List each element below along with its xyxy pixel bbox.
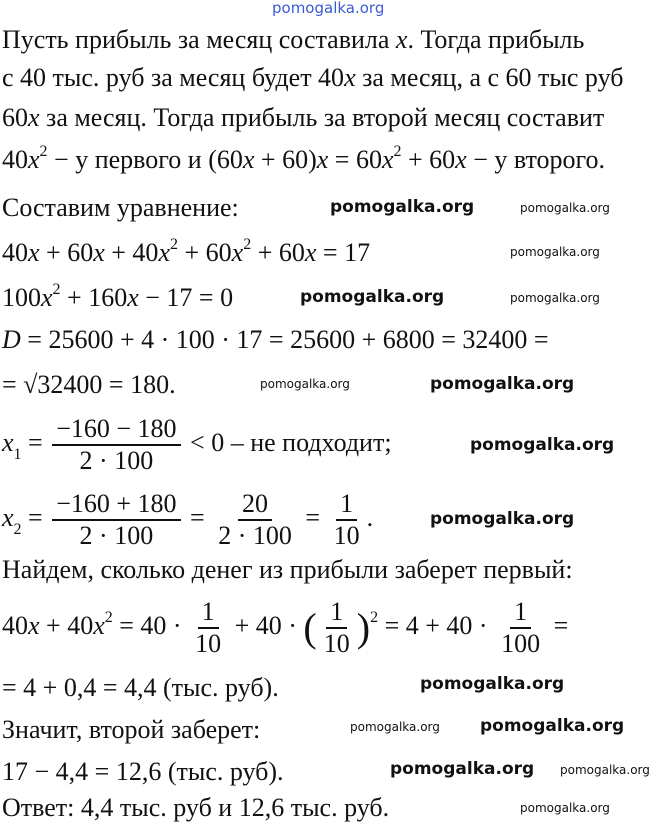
text-segment: + 60	[251, 238, 305, 267]
fraction	[214, 489, 296, 551]
solution-line	[2, 757, 284, 787]
math-variable: x	[93, 610, 105, 640]
text-segment: 40	[2, 610, 28, 640]
exponent: 2	[370, 608, 379, 626]
math-variable: x	[344, 63, 356, 92]
fraction	[320, 597, 354, 659]
text-segment: = √32400 = 180.	[2, 370, 176, 399]
text-segment: Значит, второй заберет:	[2, 715, 261, 744]
numerator: 20	[238, 489, 272, 521]
text-segment: = 25600 + 4 · 100 · 17 = 25600 + 6800 = 32400 =	[20, 325, 549, 354]
numerator: −160 − 180	[52, 414, 180, 446]
fraction	[52, 489, 180, 551]
numerator: 1	[326, 597, 347, 629]
watermark: pomogalka.org	[520, 201, 610, 215]
text-segment: 40	[2, 145, 28, 174]
solution-line	[2, 597, 568, 659]
text-segment: + 40	[39, 610, 94, 640]
math-variable: x	[395, 25, 408, 54]
solution-line	[2, 193, 239, 223]
math-variable: x	[455, 145, 467, 174]
text-segment: = 60	[328, 145, 382, 174]
denominator: 2 · 100	[79, 521, 154, 550]
exponent: 2	[243, 236, 252, 253]
numerator: −160 + 180	[52, 489, 180, 521]
watermark: pomogalka.org	[390, 759, 535, 779]
text-segment: .	[366, 502, 374, 532]
watermark: pomogalka.org	[260, 377, 350, 391]
text-segment: + 60	[177, 238, 232, 267]
exponent: 2	[52, 281, 61, 298]
solution-line	[2, 673, 279, 703]
text-segment: − 17 = 0	[138, 283, 234, 312]
parenthesis: (	[303, 605, 317, 650]
solution-line	[2, 103, 604, 133]
fraction	[330, 489, 364, 551]
text-segment: 100	[2, 283, 41, 312]
watermark: pomogalka.org	[330, 197, 475, 217]
solution-line	[2, 25, 584, 55]
solution-line	[2, 414, 392, 476]
exponent: 2	[169, 236, 178, 253]
watermark: pomogalka.org	[520, 801, 610, 815]
numerator: 1	[336, 489, 357, 521]
text-segment: + 60	[39, 238, 94, 267]
text-segment: =	[298, 502, 327, 532]
watermark: pomogalka.org	[350, 720, 440, 734]
text-segment: =	[21, 502, 50, 532]
denominator: 10	[333, 521, 360, 550]
text-segment: Составим уравнение:	[2, 193, 239, 222]
watermark: pomogalka.org	[430, 509, 575, 529]
numerator: 1	[510, 597, 531, 629]
text-segment: = 4 + 40 ·	[378, 610, 495, 640]
text-segment: = 17	[316, 238, 371, 267]
text-segment: =	[21, 427, 50, 457]
text-segment: . Тогда прибыль	[407, 25, 585, 54]
math-variable: x	[316, 145, 329, 174]
exponent: 2	[393, 143, 402, 160]
text-segment: Пусть прибыль за месяц составила	[2, 25, 396, 54]
math-variable: x	[304, 238, 317, 267]
denominator: 2 · 100	[79, 446, 154, 475]
text-segment: + 40	[104, 238, 159, 267]
subscript: 2	[13, 520, 22, 538]
solution-line	[2, 283, 233, 313]
math-variable: x	[127, 283, 139, 312]
solution-line	[2, 63, 623, 93]
watermark: pomogalka.org	[560, 763, 650, 777]
numerator: 1	[198, 597, 219, 629]
subscript: 1	[13, 445, 22, 463]
math-variable: x	[28, 238, 40, 267]
parenthesis: )	[356, 605, 371, 650]
watermark: pomogalka.org	[510, 245, 600, 259]
watermark: pomogalka.org	[420, 674, 565, 694]
text-segment: = 40 ·	[112, 610, 189, 640]
math-variable: x	[242, 145, 255, 174]
text-segment: с 40 тыс. руб за месяц будет 40	[2, 63, 345, 92]
text-segment: < 0 – не подходит;	[183, 427, 392, 457]
text-segment: =	[183, 502, 212, 532]
text-segment: 17 − 4,4 = 12,6 (тыс. руб).	[2, 757, 284, 786]
denominator: 10	[195, 629, 222, 658]
text-segment: Ответ: 4,4 тыс. руб и 12,6 тыс. руб.	[2, 793, 390, 822]
fraction	[191, 597, 225, 659]
solution-line	[2, 489, 373, 551]
denominator: 10	[323, 629, 350, 658]
watermark: pomogalka.org	[480, 716, 625, 736]
text-segment: + 60	[401, 145, 456, 174]
solution-line	[2, 793, 389, 823]
math-variable: x	[28, 145, 40, 174]
exponent: 2	[104, 608, 113, 626]
text-segment: за месяц, а с 60 тыс руб	[355, 63, 624, 92]
math-variable: x	[28, 610, 40, 640]
text-segment: Найдем, сколько денег из прибыли заберет первый:	[2, 555, 573, 584]
denominator: 2 · 100	[218, 521, 292, 550]
math-variable: x	[2, 502, 14, 532]
math-variable: D	[2, 325, 21, 354]
watermark: pomogalka.org	[300, 287, 445, 307]
fraction	[497, 597, 544, 659]
text-segment: + 60)	[254, 145, 317, 174]
text-segment: =	[547, 610, 569, 640]
solution-line	[2, 370, 176, 400]
solution-line	[2, 555, 573, 585]
solution-line	[2, 145, 605, 175]
solution-line	[2, 238, 370, 268]
watermark: pomogalka.org	[510, 291, 600, 305]
math-variable: x	[93, 238, 105, 267]
math-variable: x	[158, 238, 170, 267]
text-segment: 60	[2, 103, 28, 132]
math-variable: x	[231, 238, 244, 267]
exponent: 2	[39, 143, 48, 160]
text-segment: − у первого и (60	[47, 145, 243, 174]
math-variable: x	[41, 283, 53, 312]
text-segment: − у второго.	[466, 145, 606, 174]
text-segment: = 4 + 0,4 = 4,4 (тыс. руб).	[2, 673, 279, 702]
fraction	[52, 414, 180, 476]
watermark: pomogalka.org	[470, 435, 615, 455]
solution-line	[2, 715, 260, 745]
denominator: 100	[501, 629, 541, 658]
text-segment: 40	[2, 238, 28, 267]
text-segment: за месяц. Тогда прибыль за второй месяц составит	[39, 103, 605, 132]
watermark: pomogalka.org	[430, 374, 575, 394]
math-variable: x	[2, 427, 14, 457]
watermark: pomogalka.org	[272, 0, 385, 17]
text-segment: + 40 ·	[228, 610, 304, 640]
text-segment: + 160	[60, 283, 128, 312]
solution-line	[2, 325, 549, 355]
math-variable: x	[381, 145, 394, 174]
math-variable: x	[28, 103, 40, 132]
